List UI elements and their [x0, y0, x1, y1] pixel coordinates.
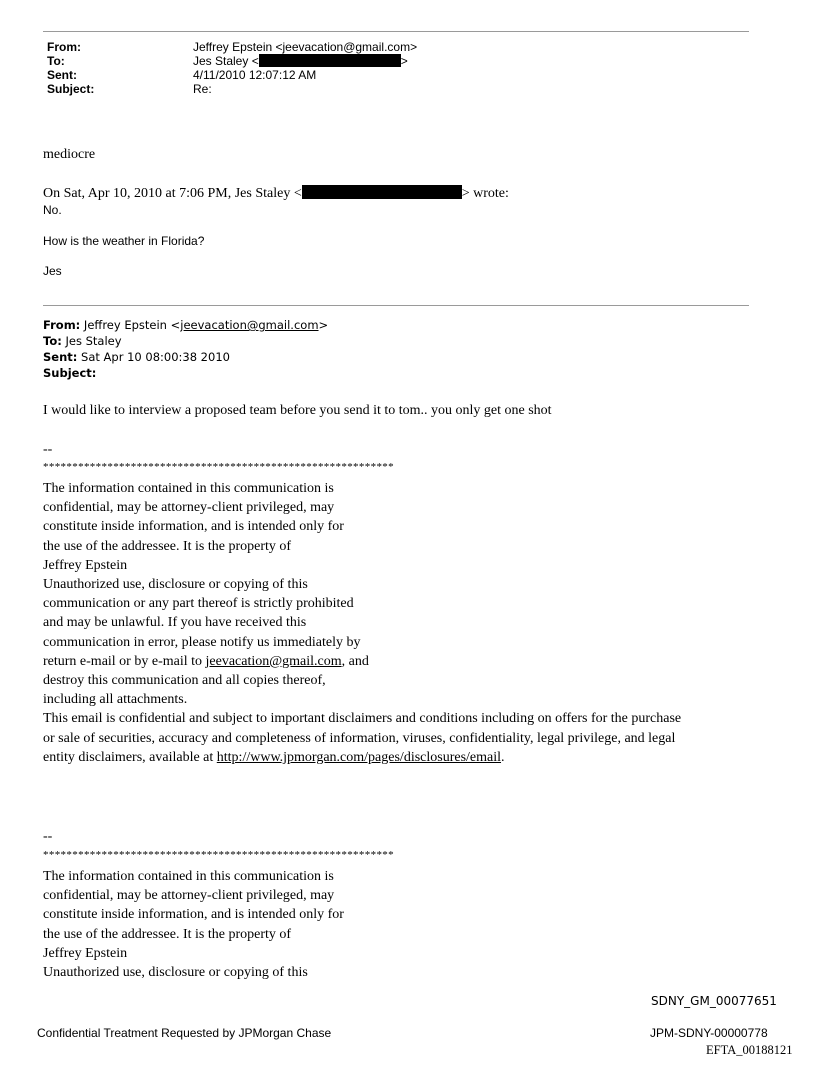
confidential-footer: Confidential Treatment Requested by JPMorgan Chase [37, 1026, 332, 1040]
quoted-from-email-link[interactable]: jeevacation@gmail.com [180, 318, 319, 332]
disclaimer-line: Jeffrey Epstein [43, 557, 128, 573]
quoted-to-value: Jes Staley [61, 334, 122, 348]
bates-jpm: JPM-SDNY-00000778 [650, 1026, 768, 1040]
disclaimer-line: including all attachments. [43, 692, 188, 708]
quoted-from-label: From: [43, 318, 81, 332]
disclaimer-line: Unauthorized use, disclosure or copying of this [43, 577, 308, 593]
disclaimer-line: and may be unlawful. If you have received this [43, 615, 307, 631]
efta-number: EFTA_00188121 [706, 1043, 793, 1057]
quoted-to-row [43, 333, 122, 349]
quoted-to-label: To: [43, 334, 62, 348]
quoted-body: I would like to interview a proposed team before you send it to tom.. you only get one shot [43, 403, 552, 418]
redaction-box [302, 185, 462, 199]
quoted-subject-label: Subject: [43, 366, 97, 380]
jpm-last-prefix: entity disclaimers, available at [43, 749, 217, 765]
reply-line-signoff: Jes [43, 264, 62, 278]
disclaimer-line: confidential, may be attorney-client privileged, may [43, 888, 335, 904]
to-label: To: [47, 54, 65, 68]
disclaimer-line: The information contained in this communication is [43, 869, 334, 884]
jpm-disclaimer-line: or sale of securities, accuracy and completeness of information, viruses, confidentiality, legal privilege, and legal [43, 730, 676, 746]
disclaimer-line: communication or any part thereof is strictly prohibited [43, 596, 354, 612]
reply-body: mediocre [43, 147, 96, 162]
quoted-from-name: Jeffrey Epstein < [80, 318, 181, 332]
disclaimer-line: constitute inside information, and is intended only for [43, 519, 344, 535]
disclaimer-block [43, 479, 681, 767]
jpm-disclaimer-line: This email is confidential and subject to important disclaimers and conditions including on offers for the purchase [43, 711, 682, 727]
sent-value: 4/11/2010 12:07:12 AM [193, 68, 317, 82]
quoted-subject-row [43, 365, 96, 381]
redaction-box [259, 54, 401, 67]
disclaimer-line: Unauthorized use, disclosure or copying of this [43, 965, 308, 981]
from-value: Jeffrey Epstein <jeevacation@gmail.com> [193, 40, 418, 54]
disclaimer-email-link[interactable]: jeevacation@gmail.com [205, 653, 342, 669]
quote-divider [43, 305, 749, 306]
disclaimer-line: constitute inside information, and is intended only for [43, 907, 344, 923]
quoted-sent-row [43, 349, 230, 365]
wrote-suffix: > wrote: [461, 186, 509, 201]
disclaimer-line: the use of the addressee. It is the property of [43, 926, 292, 942]
disclaimer-line: communication in error, please notify us immediately by [43, 634, 361, 650]
disclaimer-line: the use of the addressee. It is the property of [43, 538, 292, 554]
reply-line-no: No. [43, 203, 62, 217]
disclaimer-return-prefix: return e-mail or by e-mail to [43, 653, 206, 669]
quoted-sent-value: Sat Apr 10 08:00:38 2010 [77, 350, 230, 364]
signature-dash-2: -- [43, 829, 53, 844]
disclaimer-line: destroy this communication and all copies thereof, [43, 673, 326, 689]
subject-value: Re: [193, 82, 212, 96]
disclaimer-line: Jeffrey Epstein [43, 945, 128, 961]
disclaimer-line: confidential, may be attorney-client privileged, may [43, 500, 335, 516]
wrote-prefix: On Sat, Apr 10, 2010 at 7:06 PM, Jes Staley < [43, 186, 302, 201]
to-value-suffix: > [400, 54, 408, 68]
bates-sdny: SDNY_GM_00077651 [651, 994, 777, 1008]
disclaimer-line: The information contained in this communication is [43, 481, 334, 496]
reply-line-weather: How is the weather in Florida? [43, 234, 205, 248]
quoted-sent-label: Sent: [43, 350, 78, 364]
quoted-from-close: > [318, 318, 329, 332]
subject-label: Subject: [47, 82, 95, 96]
jpm-last-suffix: . [501, 749, 505, 765]
quoted-from-row [43, 317, 328, 333]
signature-dash: -- [43, 442, 53, 457]
disclaimer-return-suffix: , and [341, 653, 369, 669]
disclaimer-return-line [43, 652, 681, 671]
from-label: From: [47, 40, 81, 54]
jpm-disclosures-link[interactable]: http://www.jpmorgan.com/pages/disclosures/email [216, 749, 502, 765]
to-value [193, 54, 408, 68]
sent-label: Sent: [47, 68, 77, 82]
to-value-prefix: Jes Staley < [193, 54, 259, 68]
jpm-disclaimer-last-line [43, 748, 681, 767]
signature-stars-2: ************************************************************ [43, 849, 394, 861]
second-disclaimer-block [43, 867, 344, 982]
top-divider [43, 31, 749, 32]
signature-stars: ************************************************************ [43, 461, 394, 473]
wrote-line [43, 184, 509, 203]
